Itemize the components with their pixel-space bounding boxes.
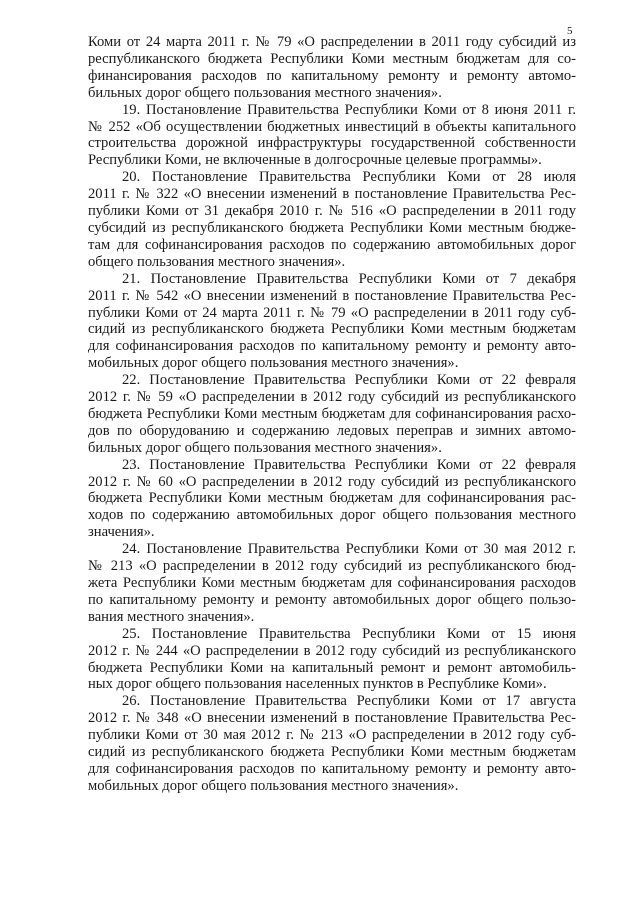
- paragraph-p23: [88, 457, 576, 542]
- text-line: 24. Постановление Правительства Республики Коми от 30 мая 2012 г.: [122, 541, 576, 558]
- text-line: субсидий из республиканского бюджета Республики Коми местным бюдже-: [88, 219, 576, 236]
- text-line: 21. Постановление Правительства Республики Коми от 7 декабря: [122, 270, 576, 287]
- document-body: [88, 34, 576, 795]
- text-line: публики Коми от 31 декабря 2010 г. № 516 «О распределении в 2011 году: [88, 203, 576, 220]
- text-line: для софинансирования расходов по капитальному ремонту и ремонту авто-: [88, 760, 576, 777]
- text-line: публики Коми от 30 мая 2012 г. № 213 «О распределении в 2012 году суб-: [88, 727, 576, 744]
- text-line: мобильных дорог общего пользования местного значения».: [88, 777, 459, 794]
- text-line: общего пользования местного значения».: [88, 253, 346, 270]
- text-line: 2012 г. № 244 «О распределении в 2012 году субсидий из республиканского: [88, 642, 576, 659]
- text-line: 2012 г. № 60 «О распределении в 2012 году субсидий из республиканского: [88, 473, 576, 490]
- text-line: строительства дорожной инфраструктуры государственной собственности: [88, 135, 576, 152]
- text-line: по капитальному ремонту и ремонту автомобильных дорог общего пользо-: [88, 591, 576, 608]
- page-number: 5: [567, 25, 573, 37]
- text-line: вания местного значения».: [88, 608, 255, 625]
- text-line: дов по оборудованию и содержанию ледовых переправ и зимних автомо-: [88, 422, 576, 439]
- text-line: ных дорог общего пользования населенных пунктов в Республике Коми».: [88, 676, 547, 693]
- text-line: бюджета Республики Коми местным бюджетам для софинансирования расхо-: [88, 405, 576, 422]
- paragraph-p25: [88, 626, 576, 694]
- text-line: финансирования расходов по капитальному ремонту и ремонту автомо-: [88, 67, 576, 84]
- text-line: республиканского бюджета Республики Коми местным бюджетам для со-: [88, 50, 576, 67]
- text-line: 19. Постановление Правительства Республики Коми от 8 июня 2011 г.: [122, 101, 576, 118]
- text-line: 2011 г. № 322 «О внесении изменений в постановление Правительства Рес-: [88, 186, 576, 203]
- text-line: № 213 «О распределении в 2012 году субсидий из республиканского бюд-: [88, 558, 576, 575]
- text-line: бюджета Республики Коми местным бюджетам для софинансирования рас-: [88, 490, 576, 507]
- paragraph-p24: [88, 541, 576, 626]
- text-line: бюджета Республики Коми на капитальный ремонт и ремонт автомобиль-: [88, 659, 576, 676]
- paragraph-cont: [88, 34, 576, 102]
- text-line: 2011 г. № 542 «О внесении изменений в постановление Правительства Рес-: [88, 287, 576, 304]
- text-line: Республики Коми, не включенные в долгосрочные целевые программы».: [88, 152, 542, 169]
- text-line: бильных дорог общего пользования местного значения».: [88, 439, 442, 456]
- text-line: 23. Постановление Правительства Республики Коми от 22 февраля: [122, 456, 576, 473]
- text-line: 22. Постановление Правительства Республики Коми от 22 февраля: [122, 372, 576, 389]
- text-line: 20. Постановление Правительства Республики Коми от 28 июля: [122, 169, 576, 186]
- paragraph-p22: [88, 372, 576, 457]
- text-line: там для софинансирования расходов по содержанию автомобильных дорог: [88, 236, 576, 253]
- text-line: 2012 г. № 348 «О внесении изменений в постановление Правительства Рес-: [88, 710, 576, 727]
- text-line: 26. Постановление Правительства Республики Коми от 17 августа: [122, 693, 576, 710]
- text-line: сидий из республиканского бюджета Республики Коми местным бюджетам: [88, 321, 576, 338]
- text-line: сидий из республиканского бюджета Республики Коми местным бюджетам: [88, 744, 576, 761]
- text-line: бильных дорог общего пользования местного значения».: [88, 84, 442, 101]
- text-line: жета Республики Коми местным бюджетам для софинансирования расходов: [88, 575, 576, 591]
- paragraph-p19: [88, 102, 576, 170]
- text-line: 2012 г. № 59 «О распределении в 2012 году субсидий из республиканского: [88, 389, 576, 406]
- text-line: 25. Постановление Правительства Республики Коми от 15 июня: [122, 625, 576, 642]
- paragraph-p21: [88, 271, 576, 372]
- paragraph-p20: [88, 169, 576, 270]
- text-line: Коми от 24 марта 2011 г. № 79 «О распределении в 2011 году субсидий из: [88, 34, 576, 50]
- paragraph-p26: [88, 693, 576, 794]
- text-line: мобильных дорог общего пользования местного значения».: [88, 355, 459, 372]
- text-line: для софинансирования расходов по капитальному ремонту и ремонту авто-: [88, 338, 576, 355]
- text-line: ходов по содержанию автомобильных дорог общего пользования местного: [88, 507, 576, 524]
- text-line: значения».: [88, 524, 155, 541]
- text-line: публики Коми от 24 марта 2011 г. № 79 «О распределении в 2011 году суб-: [88, 304, 576, 321]
- text-line: № 252 «Об осуществлении бюджетных инвестиций в объекты капитального: [88, 118, 576, 135]
